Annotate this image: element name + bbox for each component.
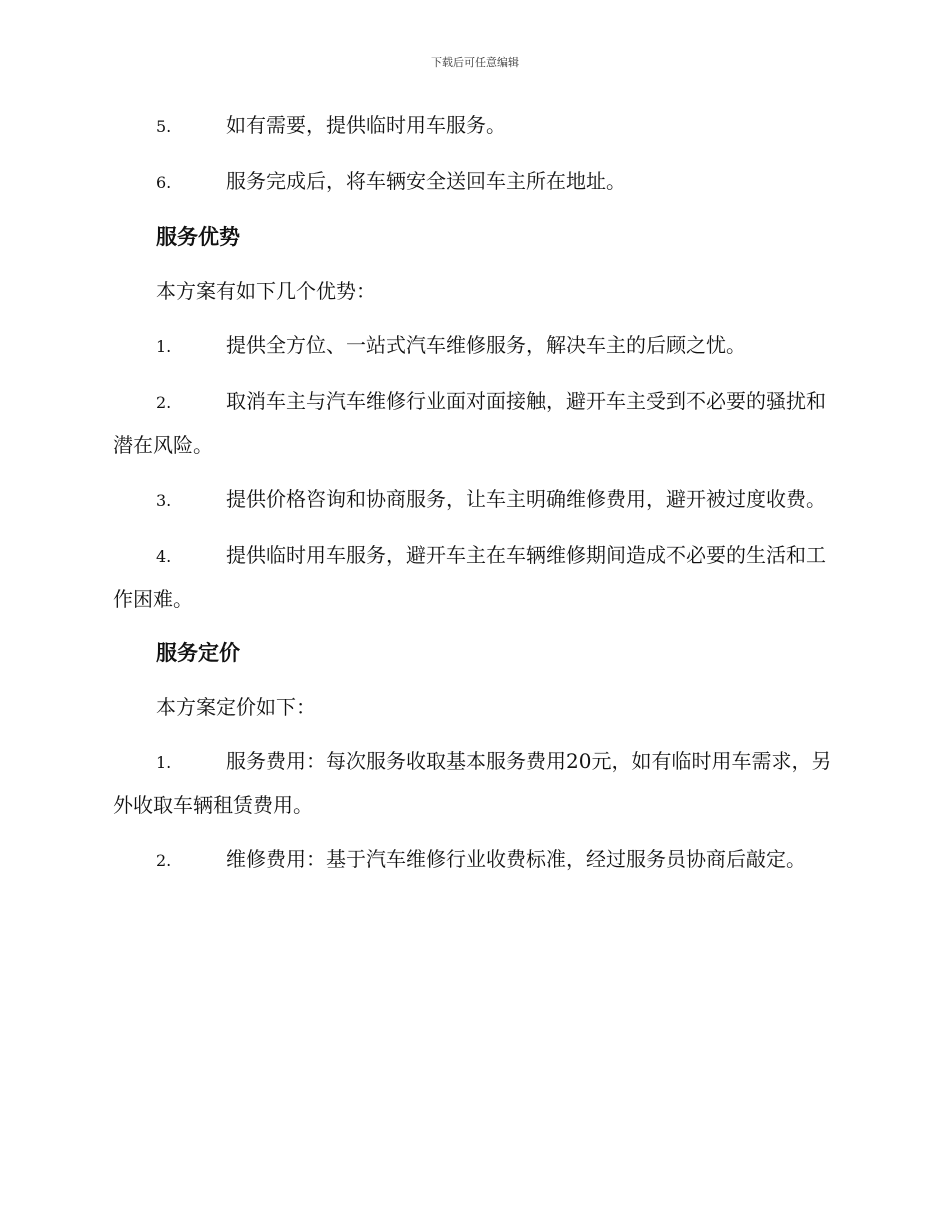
item-text: 提供价格咨询和协商服务，让车主明确维修费用，避开被过度收费。	[226, 487, 826, 511]
list-item	[113, 324, 838, 368]
pricing-intro: 本方案定价如下：	[156, 695, 316, 719]
item-text: 提供全方位、一站式汽车维修服务，解决车主的后顾之忧。	[226, 333, 746, 357]
list-item	[113, 160, 838, 204]
document-body	[113, 104, 838, 894]
item-text: 提供临时用车服务，避开车主在车辆维修期间造成不必要的生活和工作困难。	[113, 543, 826, 611]
list-item	[113, 838, 838, 882]
item-text: 维修费用：基于汽车维修行业收费标准，经过服务员协商后敲定。	[226, 847, 806, 871]
item-text: 服务完成后，将车辆安全送回车主所在地址。	[226, 169, 626, 193]
item-number: 1.	[156, 337, 172, 356]
item-number: 4.	[156, 547, 172, 566]
header-note: 下载后可任意编辑	[431, 56, 519, 69]
item-number: 2.	[156, 393, 172, 412]
list-item	[113, 478, 838, 522]
list-item	[113, 380, 838, 466]
list-item	[113, 534, 838, 620]
item-number: 1.	[156, 753, 172, 772]
list-item	[113, 740, 838, 826]
item-text: 如有需要，提供临时用车服务。	[226, 113, 506, 137]
item-text: 服务费用：每次服务收取基本服务费用20元，如有临时用车需求，另外收取车辆租赁费用。	[113, 749, 832, 817]
item-number: 3.	[156, 491, 172, 510]
item-text: 取消车主与汽车维修行业面对面接触，避开车主受到不必要的骚扰和潜在风险。	[113, 389, 826, 457]
item-number: 6.	[156, 173, 172, 192]
item-number: 2.	[156, 851, 172, 870]
list-item	[113, 104, 838, 148]
section-heading-advantages: 服务优势	[156, 224, 240, 249]
advantages-intro: 本方案有如下几个优势：	[156, 279, 376, 303]
item-number: 5.	[156, 117, 172, 136]
section-heading-pricing: 服务定价	[156, 640, 240, 665]
